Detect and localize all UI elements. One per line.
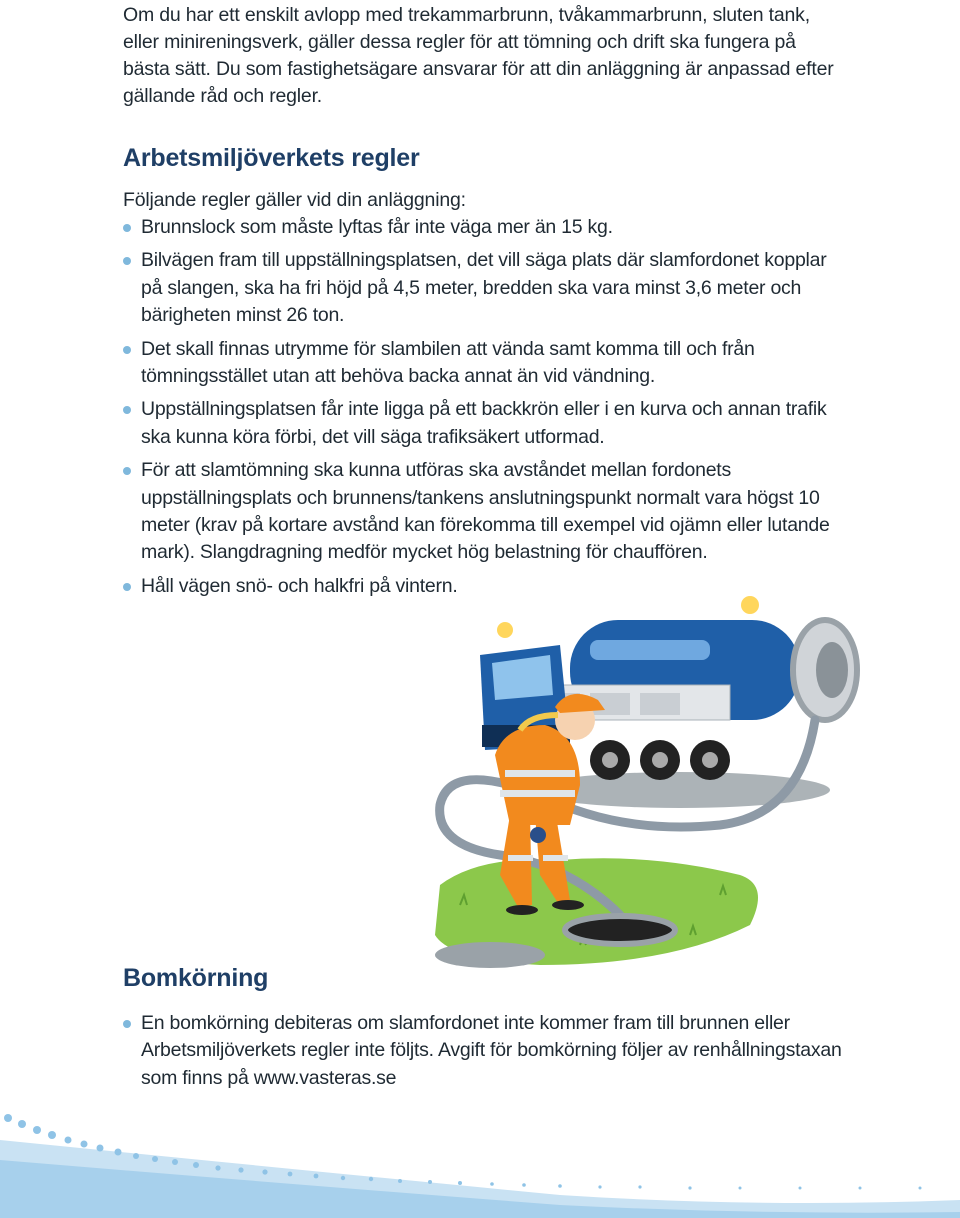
- sludge-truck-worker-illustration: [420, 585, 870, 975]
- intro-paragraph: Om du har ett enskilt avlopp med trekammarbrunn, tvåkammarbrunn, sluten tank, eller minireningsverk, gäller dessa regler för att tömning och drift ska fungera på bästa sätt. Du som fastighetsägare ansvarar för att din anläggning är anpassad efter gällande råd och regler.: [123, 4, 834, 107]
- section-heading-bomkorning: Bomkörning: [123, 964, 269, 992]
- bullet-dot-icon: [123, 467, 131, 475]
- rule-text: Brunnslock som måste lyftas får inte väga mer än 15 kg.: [141, 216, 613, 238]
- rule-text: Det skall finnas utrymme för slambilen att vända samt komma till och från tömningsstället utan att behöva backa annat än vid vändning.: [141, 337, 755, 388]
- dotted-wave-decoration: [0, 1100, 960, 1218]
- section-heading-arbetsmiljo: Arbetsmiljöverkets regler: [123, 144, 420, 172]
- manhole: [565, 916, 675, 944]
- list-item: [123, 336, 843, 391]
- bullet-dot-icon: [123, 1020, 131, 1028]
- rule-text: Uppställningsplatsen får inte ligga på ett backkrön eller i en kurva och annan trafik ska kunna köra förbi, det vill säga trafiksäkert utformad.: [141, 398, 827, 448]
- bullet-dot-icon: [123, 257, 131, 265]
- bullet-dot-icon: [123, 346, 131, 354]
- rules-lead: Följande regler gäller vid din anläggning:: [123, 189, 466, 211]
- rule-text: Håll vägen snö- och halkfri på vintern.: [141, 574, 458, 597]
- list-item: [123, 396, 843, 451]
- list-item: [123, 457, 843, 567]
- rules-list: [123, 214, 843, 606]
- bullet-dot-icon: [123, 583, 131, 591]
- bullet-dot-icon: [123, 406, 131, 414]
- rule-text: För att slamtömning ska kunna utföras ska avståndet mellan fordonets uppställningsplats och brunnens/tankens anslutningspunkt normalt vara högst 10 meter (krav på kortare avstånd kan förekomma till exempel vid ojämn eller lutande mark). Slangdragning medför mycket hög belastning för chauffören.: [141, 459, 830, 564]
- rule-text: En bomkörning debiteras om slamfordonet inte kommer fram till brunnen eller Arbetsmiljöverkets regler inte följts. Avgift för bomkörning följer av renhållningstaxan som finns på www.vasteras.se: [141, 1012, 842, 1089]
- bomkorning-list: [123, 1010, 843, 1098]
- list-item: [123, 214, 843, 241]
- list-item: [123, 1010, 843, 1092]
- bullet-dot-icon: [123, 224, 131, 232]
- rule-text: Bilvägen fram till uppställningsplatsen, det vill säga plats där slamfordonet kopplar på slangen, ska ha fri höjd på 4,5 meter, bredden ska vara minst 3,6 meter och bärigheten minst 26 ton.: [141, 249, 827, 327]
- list-item: [123, 247, 843, 329]
